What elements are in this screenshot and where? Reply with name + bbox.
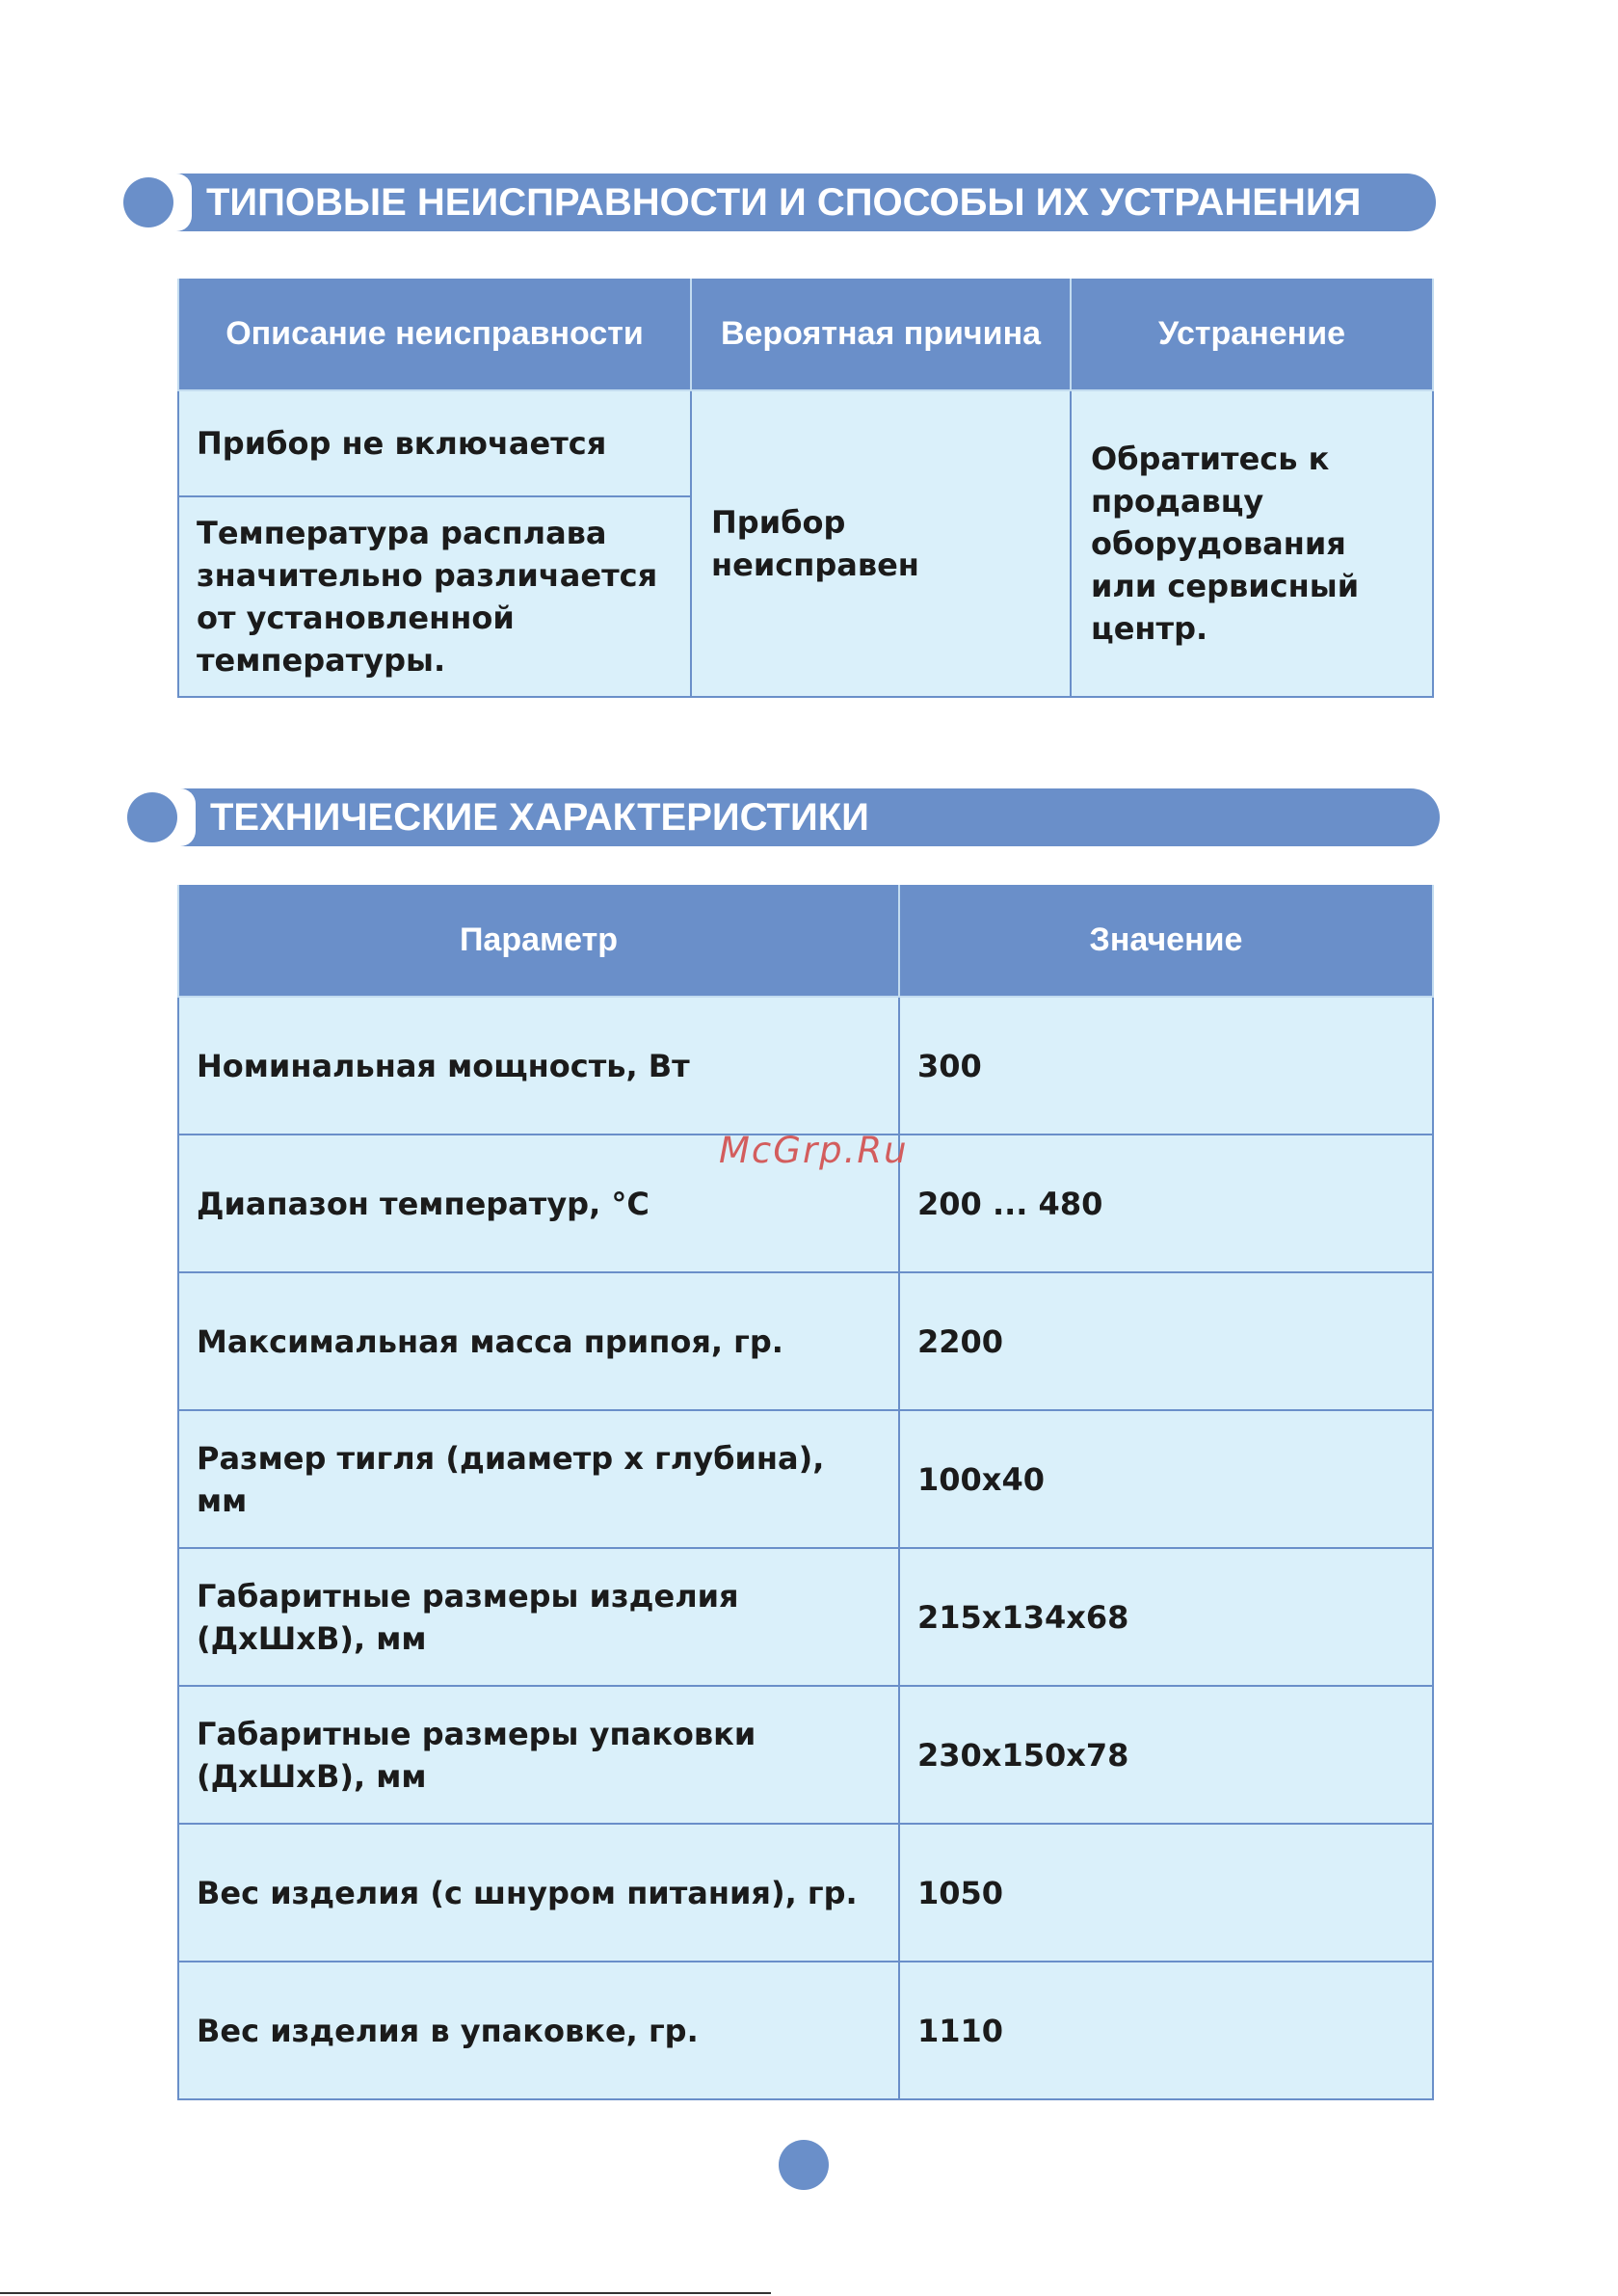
table-row — [178, 1962, 1433, 2099]
param-cell: Диапазон температур, °С — [178, 1135, 899, 1272]
remedy-cell: Обратитесь к продавцу оборудования или сервисный центр. — [1071, 390, 1433, 697]
param-cell: Габаритные размеры изделия (ДхШхВ), мм — [178, 1548, 899, 1686]
specs-table — [177, 885, 1434, 2100]
value-cell: 300 — [899, 997, 1433, 1135]
column-header-parameter: Параметр — [178, 885, 899, 997]
value-cell: 230х150х78 — [899, 1686, 1433, 1824]
table-row — [178, 1272, 1433, 1410]
param-cell: Номинальная мощность, Вт — [178, 997, 899, 1135]
table-row — [178, 1824, 1433, 1962]
cause-cell: Прибор неисправен — [691, 390, 1071, 697]
specs-heading: ТЕХНИЧЕСКИЕ ХАРАКТЕРИСТИКИ — [210, 796, 869, 839]
specs-header-row — [178, 885, 1433, 997]
table-row — [178, 1410, 1433, 1548]
param-cell: Вес изделия в упаковке, гр. — [178, 1962, 899, 2099]
footer-divider — [0, 2292, 771, 2294]
section-bullet-icon — [123, 177, 173, 227]
troubleshooting-section-header — [123, 174, 1436, 231]
watermark-text: McGrp.Ru — [719, 1130, 909, 1171]
table-row — [178, 997, 1433, 1135]
table-row — [178, 1548, 1433, 1686]
param-cell: Максимальная масса припоя, гр. — [178, 1272, 899, 1410]
fault-cell: Температура расплава значительно различается от установленной температуры. — [178, 496, 691, 697]
column-header-fault: Описание неисправности — [178, 279, 691, 390]
value-cell: 1110 — [899, 1962, 1433, 2099]
param-cell: Габаритные размеры упаковки (ДхШхВ), мм — [178, 1686, 899, 1824]
table-row — [178, 390, 1433, 496]
param-cell: Вес изделия (с шнуром питания), гр. — [178, 1824, 899, 1962]
value-cell: 1050 — [899, 1824, 1433, 1962]
column-header-value: Значение — [899, 885, 1433, 997]
value-cell: 2200 — [899, 1272, 1433, 1410]
param-cell: Размер тигля (диаметр х глубина), мм — [178, 1410, 899, 1548]
page-marker-dot-icon — [779, 2140, 829, 2190]
value-cell: 100х40 — [899, 1410, 1433, 1548]
table-row — [178, 1686, 1433, 1824]
column-header-remedy: Устранение — [1071, 279, 1433, 390]
troubleshooting-heading: ТИПОВЫЕ НЕИСПРАВНОСТИ И СПОСОБЫ ИХ УСТРАНЕНИЯ — [206, 181, 1362, 224]
troubleshooting-table — [177, 279, 1434, 698]
column-header-cause: Вероятная причина — [691, 279, 1071, 390]
section-bullet-icon — [127, 792, 177, 842]
troubleshooting-header-row — [178, 279, 1433, 390]
value-cell: 215х134х68 — [899, 1548, 1433, 1686]
fault-cell: Прибор не включается — [178, 390, 691, 496]
specs-section-header — [127, 788, 1440, 846]
value-cell: 200 ... 480 — [899, 1135, 1433, 1272]
